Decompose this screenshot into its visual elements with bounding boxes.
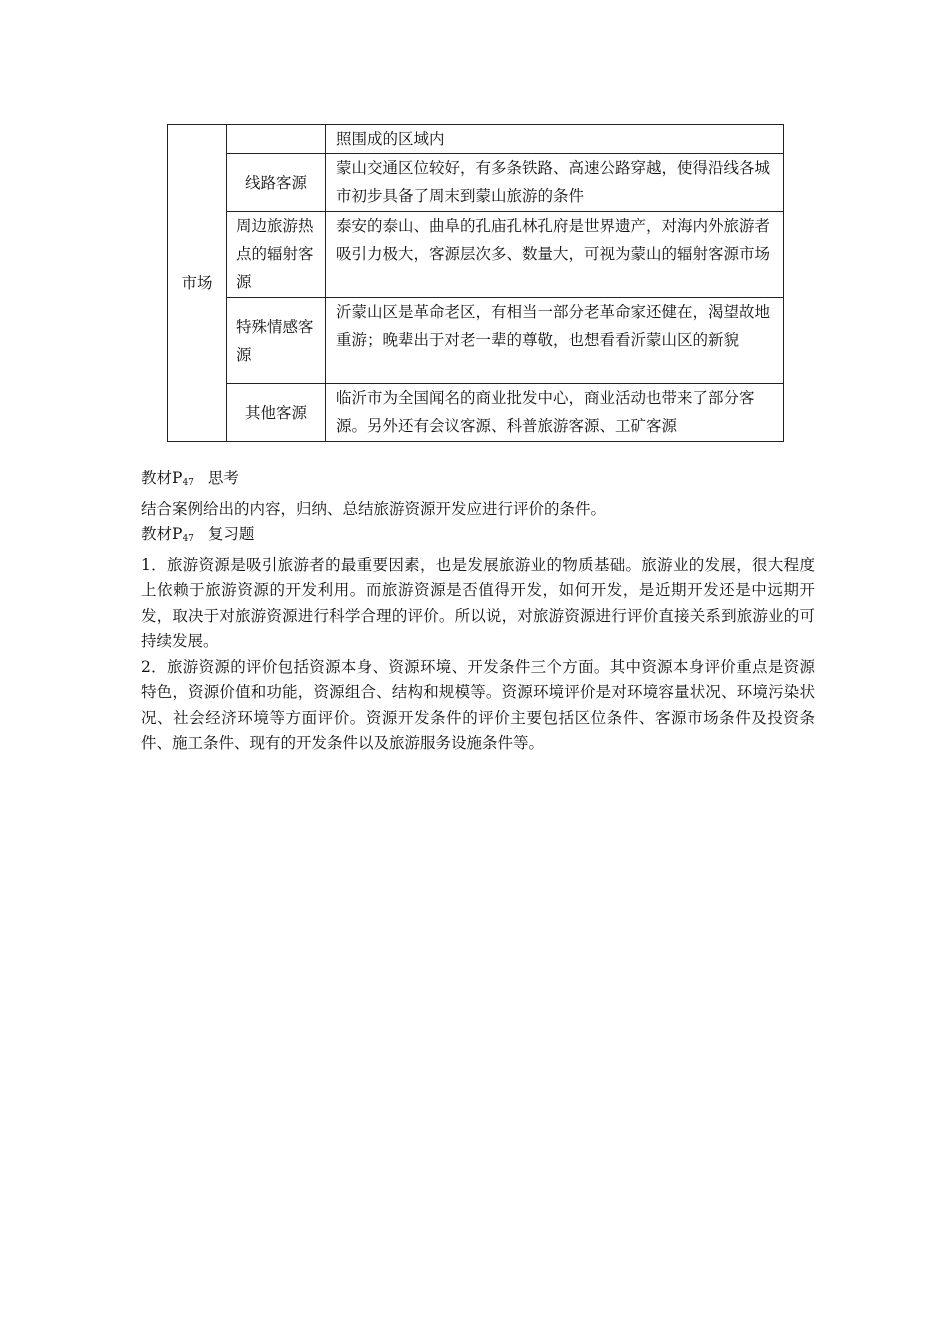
subcategory-cell — [227, 125, 326, 154]
heading-prefix: 教材P — [141, 469, 183, 487]
table-row — [168, 212, 784, 298]
subcategory-cell: 周边旅游热点的辐射客源 — [227, 212, 326, 298]
review-answer-1: 1．旅游资源是吸引旅游者的最重要因素，也是发展旅游业的物质基础。旅游业的发展，很大程度上依赖于旅游资源的开发利用。而旅游资源是否值得开发，如何开发，是近期开发还是中远期开发，取决于对旅游资源进行科学合理的评价。所以说，对旅游资源进行评价直接关系到旅游业的可持续发展。 — [141, 555, 815, 650]
body-text — [141, 466, 815, 757]
section-heading-think — [141, 466, 815, 497]
table-row — [168, 384, 784, 442]
table-row — [168, 154, 784, 212]
subcategory-cell: 特殊情感客源 — [227, 298, 326, 384]
category-cell: 市场 — [168, 125, 227, 442]
think-answer: 结合案例给出的内容，归纳、总结旅游资源开发应进行评价的条件。 — [141, 499, 607, 518]
section-heading-review — [141, 522, 815, 553]
page-number: 47 — [182, 534, 194, 544]
table-row — [168, 298, 784, 384]
subcategory-cell: 其他客源 — [227, 384, 326, 442]
subcategory-cell: 线路客源 — [227, 154, 326, 212]
page-number: 47 — [182, 478, 194, 488]
heading-title: 复习题 — [207, 525, 255, 543]
description-cell: 照围成的区域内 — [326, 125, 784, 154]
table-row — [168, 125, 784, 154]
description-cell: 蒙山交通区位较好，有多条铁路、高速公路穿越，使得沿线各城市初步具备了周末到蒙山旅游的条件 — [326, 154, 784, 212]
review-answer-2: 2．旅游资源的评价包括资源本身、资源环境、开发条件三个方面。其中资源本身评价重点是资源特色，资源价值和功能，资源组合、结构和规模等。资源环境评价是对环境容量状况、环境污染状况、社会经济环境等方面评价。资源开发条件的评价主要包括区位条件、客源市场条件及投资条件、施工条件、现有的开发条件以及旅游服务设施条件等。 — [141, 657, 815, 752]
description-cell: 临沂市为全国闻名的商业批发中心，商业活动也带来了部分客源。另外还有会议客源、科普旅游客源、工矿客源 — [326, 384, 784, 442]
heading-prefix: 教材P — [141, 525, 183, 543]
description-cell: 泰安的泰山、曲阜的孔庙孔林孔府是世界遗产，对海内外旅游者吸引力极大，客源层次多、数量大，可视为蒙山的辐射客源市场 — [326, 212, 784, 298]
tourist-source-table — [167, 124, 784, 442]
heading-title: 思考 — [207, 469, 239, 487]
description-cell: 沂蒙山区是革命老区，有相当一部分老革命家还健在，渴望故地重游；晚辈出于对老一辈的尊敬，也想看看沂蒙山区的新貌 — [326, 298, 784, 384]
